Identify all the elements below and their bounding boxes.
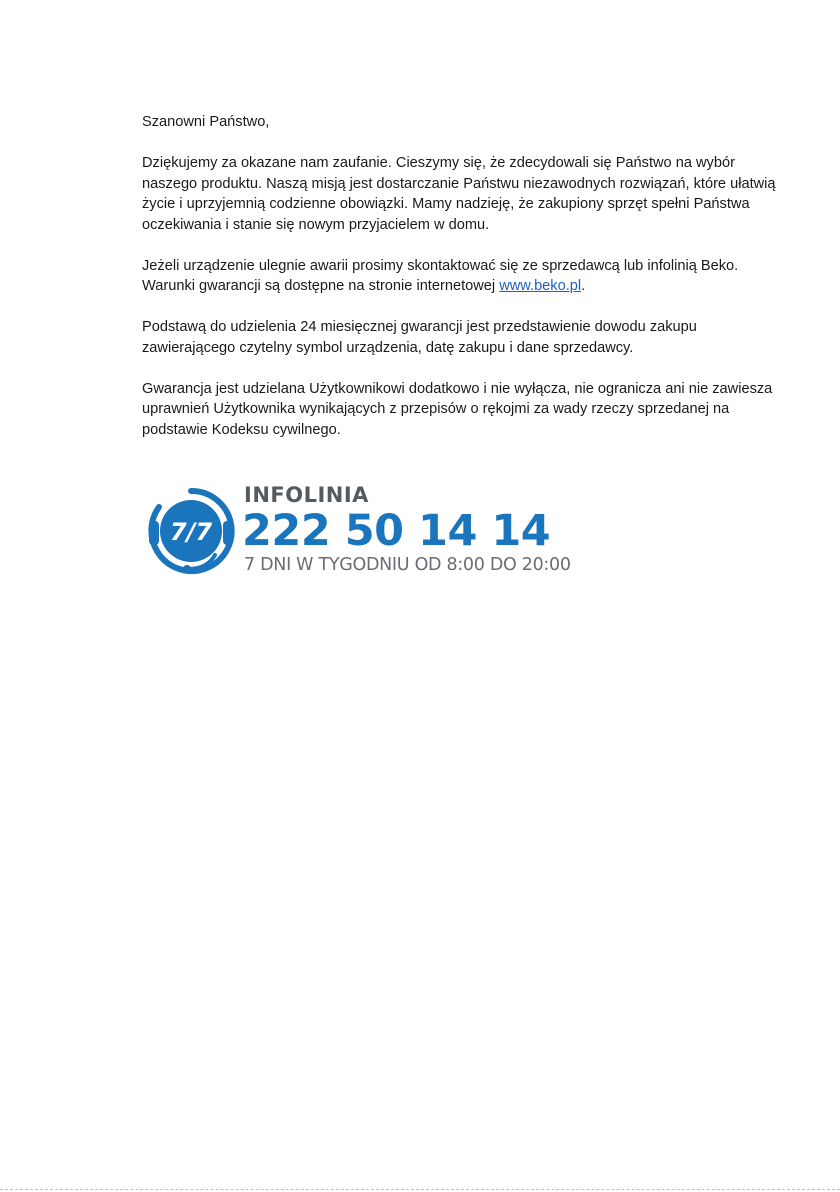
headset-icon	[145, 485, 237, 577]
page-bottom-divider	[0, 1189, 840, 1190]
paragraph-warranty-suffix: .	[581, 278, 586, 294]
beko-website-link[interactable]: www.beko.pl	[499, 278, 582, 294]
badge-label: 7/7	[169, 518, 213, 546]
paragraph-thanks: Dziękujemy za okazane nam zaufanie. Cieszymy się, że zdecydowali się Państwo na wybór naszego produktu. Naszą misją jest dostarczanie Państwu niezawodnych rozwiązań, które ułatwią życie i uprzyjemnią codzienne obowiązki. Mamy nadzieję, że zakupiony sprzęt spełni Państwa oczekiwania i stanie się nowym przyjacielem w domu.	[142, 155, 776, 233]
infoline-title: INFOLINIA	[244, 483, 369, 507]
paragraph-warranty-line2: Warunki gwarancji są dostępne na stronie internetowej	[142, 278, 500, 294]
infoline-hours: 7 DNI W TYGODNIU OD 8:00 DO 20:00	[244, 555, 571, 575]
infoline-phone-number[interactable]: 222 50 14 14	[242, 506, 551, 556]
letter-body	[142, 112, 782, 461]
paragraph-warranty-line1: Jeżeli urządzenie ulegnie awarii prosimy skontaktować się ze sprzedawcą lub infolinią Beko.	[142, 257, 739, 274]
paragraph-proof-of-purchase: Podstawą do udzielenia 24 miesięcznej gwarancji jest przedstawienie dowodu zakupu zawierającego czytelny symbol urządzenia, datę zakupu i dane sprzedawcy.	[142, 319, 697, 356]
paragraph-consumer-rights: Gwarancja jest udzielana Użytkownikowi dodatkowo i nie wyłącza, nie ogranicza ani nie zawiesza uprawnień Użytkownika wynikających z przepisów o rękojmi za wady rzeczy sprzedanej na podstawie Kodeksu cywilnego.	[142, 380, 773, 438]
paragraph-warranty-contact	[142, 256, 782, 297]
infoline-banner	[145, 483, 571, 578]
greeting: Szanowni Państwo,	[142, 114, 270, 130]
